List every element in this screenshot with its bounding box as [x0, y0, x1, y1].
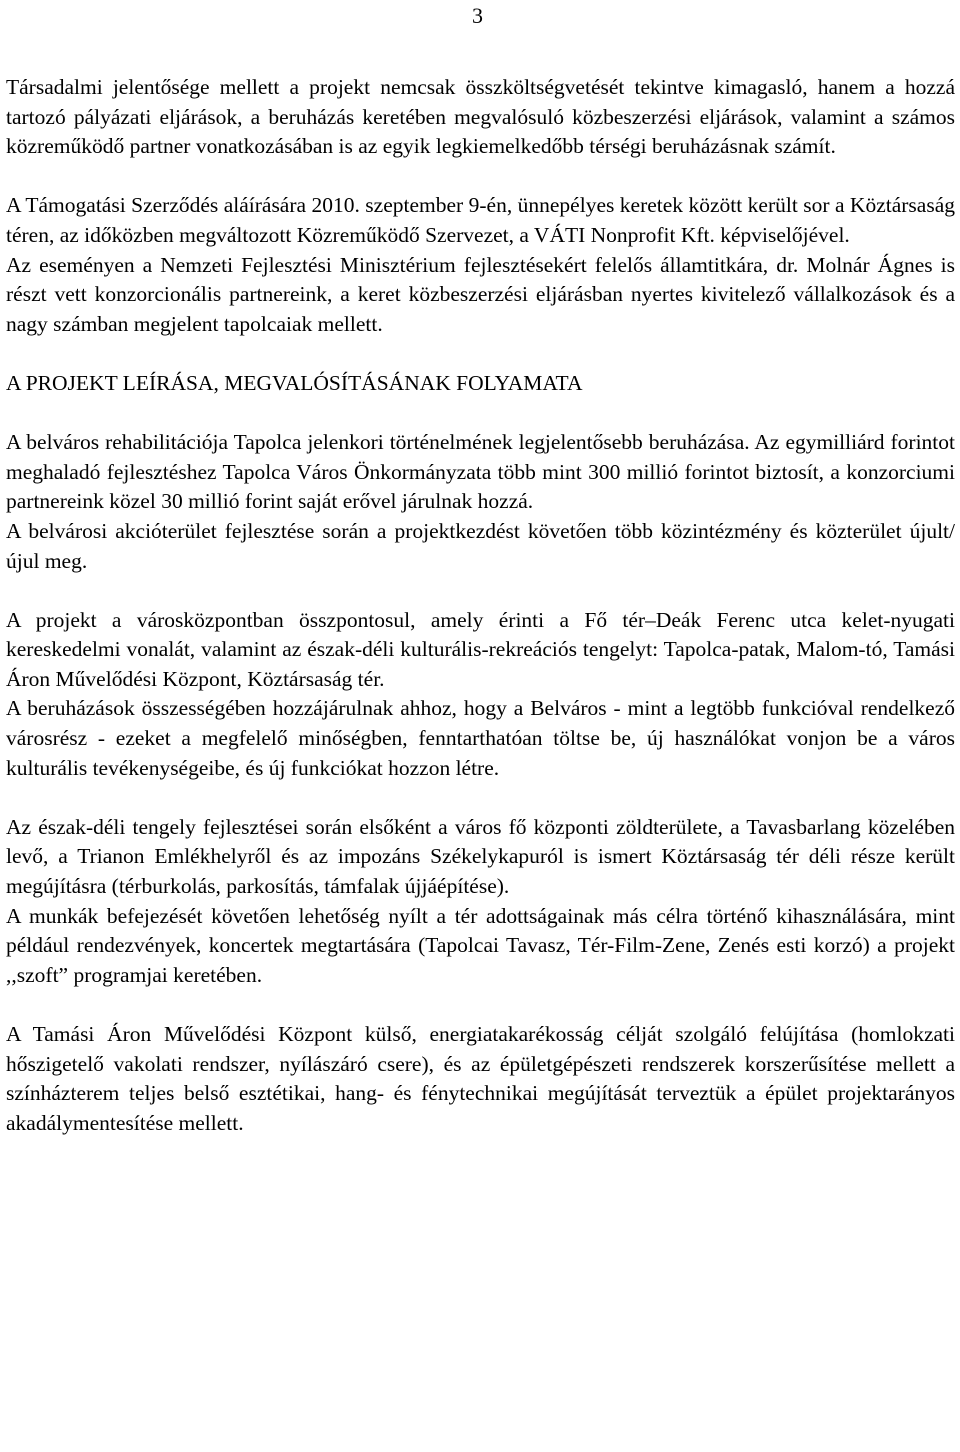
page-number: 3	[472, 3, 483, 28]
section-heading: A PROJEKT LEÍRÁSA, MEGVALÓSÍTÁSÁNAK FOLYAMATA	[6, 370, 583, 395]
paragraph-cultural-center-renovation: A Tamási Áron Művelődési Központ külső, energiatakarékosság célját szolgáló felújítása (homlokzati hőszigetelő vakolati rendszer, nyílászáró csere), és az épületgépészeti rendszerek korszerűsítése mellett a színházterem teljes belső esztétikai, hang- és fénytechnikai megújítását terveztük a épület projektarányos akadálymentesítése mellett.	[6, 1022, 955, 1135]
document-body	[6, 73, 955, 1138]
paragraph-north-south-axis: Az észak-déli tengely fejlesztései során elsőként a város fő központi zöldterülete, a Tavasbarlang közelében levő, a Trianon Emlékhelyről és az impozáns Székelykapuról is ismert Köztársaság tér déli része került megújításra (térburkolás, parkosítás, támfalak újjáépítése).	[6, 814, 955, 899]
paragraph-city-center-axes: A projekt a városközpontban összpontosul, amely érinti a Fő tér–Deák Ferenc utca kelet-nyugati kereskedelmi vonalát, valamint az észak-déli kulturális-rekreációs tengelyt: Tapolca-patak, Malom-tó, Tamási Áron Művelődési Központ, Köztársaság tér.	[6, 607, 955, 691]
paragraph-grant-contract: A Támogatási Szerződés aláírására 2010. szeptember 9-én, ünnepélyes keretek között került sor a Köztársaság téren, az időközben megváltozott Közreműködő Szervezet, a VÁTI Nonprofit Kft. képviselőjével.	[6, 193, 955, 247]
paragraph-investment-goals: A beruházások összességében hozzájárulnak ahhoz, hogy a Belváros - mint a legtöbb funkcióval rendelkező városrész - ezeket a megfelelő minőségben, fenntarthatóan töltse be, új használókat vonjon be a város kulturális tevékenységeibe, és új funkciókat hozzon létre.	[6, 696, 955, 780]
paragraph-project-significance: Társadalmi jelentősége mellett a projekt nemcsak összköltségvetését tekintve kimagasló, hanem a hozzá tartozó pályázati eljárások, a beruházás keretében megvalósuló közbeszerzési eljárások, valamint a számos közreműködő partner vonatkozásában is az egyik legkiemelkedőbb térségi beruházásnak számít.	[6, 75, 955, 159]
paragraph-action-area: A belvárosi akcióterület fejlesztése során a projektkezdést követően több közintézmény és közterület újult/újul meg.	[6, 518, 955, 573]
paragraph-event-attendees: Az eseményen a Nemzeti Fejlesztési Minisztérium fejlesztésekért felelős államtitkára, dr. Molnár Ágnes is részt vett konzorcionális partnereink, a keret közbeszerzési eljárásban nyertes kivitelező vállalkozások és a nagy számban megjelent tapolcaiak mellett.	[6, 252, 955, 336]
paragraph-downtown-rehabilitation: A belváros rehabilitációja Tapolca jelenkori történelmének legjelentősebb beruházása. Az egymilliárd forintot meghaladó fejlesztéshez Tapolca Város Önkormányzata több mint 300 millió forintot biztosít, a konzorciumi partnereink közel 30 millió forint saját erővel járulnak hozzá.	[6, 430, 955, 514]
paragraph-square-usage: A munkák befejezését követően lehetőség nyílt a tér adottságainak más célra történő kihasználására, mint például rendezvények, koncertek megtartására (Tapolcai Tavasz, Tér-Film-Zene, Zenés esti korzó) a projekt ,,szoft” programjai keretében.	[6, 903, 955, 987]
